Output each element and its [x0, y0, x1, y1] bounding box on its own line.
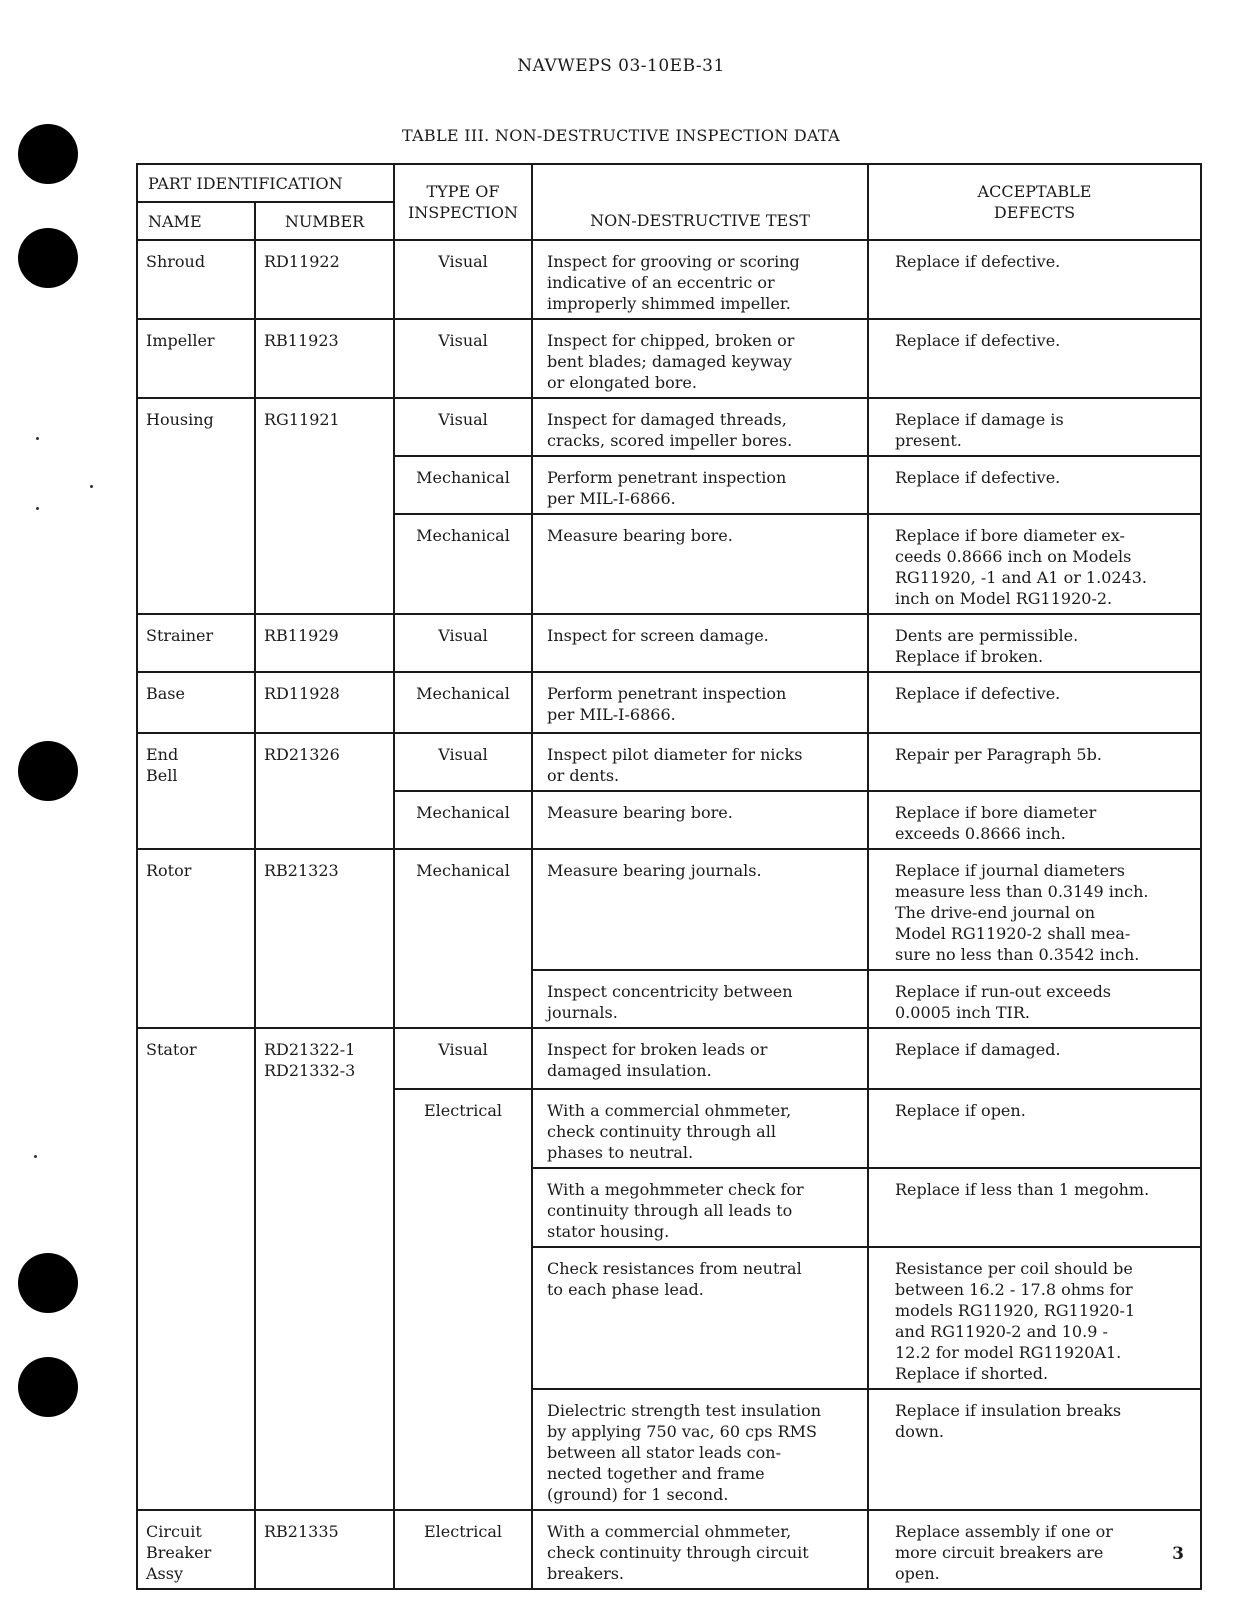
inspection-type-cell: Mechanical: [394, 849, 532, 1028]
part-number-cell: RB21335: [255, 1510, 394, 1589]
part-number-cell: RD11928: [255, 672, 394, 733]
acceptable-defects-cell: Replace if defective.: [868, 319, 1201, 398]
inspection-type-cell: Mechanical: [394, 672, 532, 733]
inspection-type-cell: Visual: [394, 614, 532, 672]
type-of-inspection-header: TYPE OF INSPECTION: [394, 164, 532, 240]
binder-hole-4: [18, 1253, 78, 1313]
part-name-cell: Rotor: [137, 849, 255, 1028]
non-destructive-test-cell: With a commercial ohmmeter, check continuity through all phases to neutral.: [532, 1089, 868, 1168]
non-destructive-test-cell: Inspect for damaged threads, cracks, scored impeller bores.: [532, 398, 868, 456]
non-destructive-test-cell: Measure bearing journals.: [532, 849, 868, 970]
table-title: TABLE III. NON-DESTRUCTIVE INSPECTION DATA: [401, 126, 840, 145]
inspection-type-cell: Electrical: [394, 1510, 532, 1589]
non-destructive-test-cell: Inspect concentricity between journals.: [532, 970, 868, 1028]
scan-speck: [34, 1155, 37, 1158]
table-row: [137, 1028, 1201, 1089]
inspection-type-cell: Visual: [394, 319, 532, 398]
table-row: [137, 319, 1201, 398]
inspection-type-cell: Electrical: [394, 1089, 532, 1510]
part-name-cell: Shroud: [137, 240, 255, 319]
inspection-type-cell: Visual: [394, 1028, 532, 1089]
table-row: [137, 398, 1201, 456]
scan-speck: [90, 485, 93, 488]
acceptable-defects-cell: Replace if defective.: [868, 456, 1201, 514]
inspection-type-cell: Visual: [394, 240, 532, 319]
part-number-cell: RD21326: [255, 733, 394, 849]
part-name-cell: Strainer: [137, 614, 255, 672]
binder-hole-5: [18, 1357, 78, 1417]
non-destructive-test-cell: Measure bearing bore.: [532, 514, 868, 614]
non-destructive-test-cell: Check resistances from neutral to each phase lead.: [532, 1247, 868, 1389]
non-destructive-test-cell: Inspect for screen damage.: [532, 614, 868, 672]
acceptable-defects-cell: Replace if insulation breaks down.: [868, 1389, 1201, 1510]
part-number-cell: RB11929: [255, 614, 394, 672]
part-identification-header: PART IDENTIFICATION: [137, 164, 394, 202]
part-name-cell: Housing: [137, 398, 255, 614]
part-number-cell: RD21322-1 RD21332-3: [255, 1028, 394, 1510]
part-number-cell: RG11921: [255, 398, 394, 614]
table-body: [137, 240, 1201, 1589]
acceptable-defects-cell: Replace assembly if one or more circuit breakers are open.: [868, 1510, 1201, 1589]
table-row: [137, 1510, 1201, 1589]
acceptable-defects-cell: Repair per Paragraph 5b.: [868, 733, 1201, 791]
non-destructive-test-cell: With a megohmmeter check for continuity through all leads to stator housing.: [532, 1168, 868, 1247]
part-name-cell: Circuit Breaker Assy: [137, 1510, 255, 1589]
non-destructive-test-cell: Perform penetrant inspection per MIL-I-6866.: [532, 672, 868, 733]
scan-speck: [36, 437, 39, 440]
non-destructive-test-cell: Perform penetrant inspection per MIL-I-6866.: [532, 456, 868, 514]
acceptable-defects-cell: Replace if run-out exceeds 0.0005 inch TIR.: [868, 970, 1201, 1028]
non-destructive-test-cell: Inspect pilot diameter for nicks or dents.: [532, 733, 868, 791]
part-name-cell: Impeller: [137, 319, 255, 398]
part-number-cell: RD11922: [255, 240, 394, 319]
acceptable-defects-cell: Replace if defective.: [868, 240, 1201, 319]
acceptable-defects-cell: Replace if bore diameter exceeds 0.8666 inch.: [868, 791, 1201, 849]
acceptable-defects-cell: Replace if open.: [868, 1089, 1201, 1168]
name-header: NAME: [137, 202, 255, 240]
binder-hole-2: [18, 228, 78, 288]
part-number-cell: RB11923: [255, 319, 394, 398]
binder-hole-1: [18, 124, 78, 184]
acceptable-defects-cell: Dents are permissible. Replace if broken.: [868, 614, 1201, 672]
acceptable-defects-cell: Resistance per coil should be between 16.2 - 17.8 ohms for models RG11920, RG11920-1 and RG11920-2 and 10.9 - 12.2 for model RG11920A1. Replace if shorted.: [868, 1247, 1201, 1389]
acceptable-defects-cell: Replace if damage is present.: [868, 398, 1201, 456]
inspection-table: [136, 163, 1202, 1590]
inspection-type-cell: Mechanical: [394, 456, 532, 514]
inspection-type-cell: Visual: [394, 733, 532, 791]
non-destructive-test-header: NON-DESTRUCTIVE TEST: [532, 164, 868, 240]
acceptable-defects-cell: Replace if defective.: [868, 672, 1201, 733]
part-name-cell: Base: [137, 672, 255, 733]
document-header: NAVWEPS 03-10EB-31: [517, 56, 725, 76]
inspection-type-cell: Mechanical: [394, 514, 532, 614]
acceptable-defects-cell: Replace if bore diameter ex- ceeds 0.8666 inch on Models RG11920, -1 and A1 or 1.0243. inch on Model RG11920-2.: [868, 514, 1201, 614]
scan-speck: [36, 507, 39, 510]
acceptable-defects-cell: Replace if journal diameters measure less than 0.3149 inch. The drive-end journal on Model RG11920-2 shall mea- sure no less than 0.3542 inch.: [868, 849, 1201, 970]
part-name-cell: Stator: [137, 1028, 255, 1510]
table-row: [137, 240, 1201, 319]
non-destructive-test-cell: Inspect for grooving or scoring indicative of an eccentric or improperly shimmed impeller.: [532, 240, 868, 319]
table-row: [137, 849, 1201, 970]
acceptable-defects-cell: Replace if less than 1 megohm.: [868, 1168, 1201, 1247]
table-row: [137, 672, 1201, 733]
non-destructive-test-cell: Inspect for chipped, broken or bent blades; damaged keyway or elongated bore.: [532, 319, 868, 398]
number-header: NUMBER: [255, 202, 394, 240]
table-row: [137, 614, 1201, 672]
part-number-cell: RB21323: [255, 849, 394, 1028]
acceptable-defects-header: ACCEPTABLE DEFECTS: [868, 164, 1201, 240]
inspection-type-cell: Mechanical: [394, 791, 532, 849]
acceptable-defects-cell: Replace if damaged.: [868, 1028, 1201, 1089]
binder-hole-3: [18, 741, 78, 801]
non-destructive-test-cell: Measure bearing bore.: [532, 791, 868, 849]
page-number: 3: [1172, 1544, 1184, 1564]
non-destructive-test-cell: Dielectric strength test insulation by applying 750 vac, 60 cps RMS between all stator leads con- nected together and frame (ground) for 1 second.: [532, 1389, 868, 1510]
part-name-cell: End Bell: [137, 733, 255, 849]
table-row: [137, 733, 1201, 791]
non-destructive-test-cell: With a commercial ohmmeter, check continuity through circuit breakers.: [532, 1510, 868, 1589]
non-destructive-test-cell: Inspect for broken leads or damaged insulation.: [532, 1028, 868, 1089]
inspection-type-cell: Visual: [394, 398, 532, 456]
